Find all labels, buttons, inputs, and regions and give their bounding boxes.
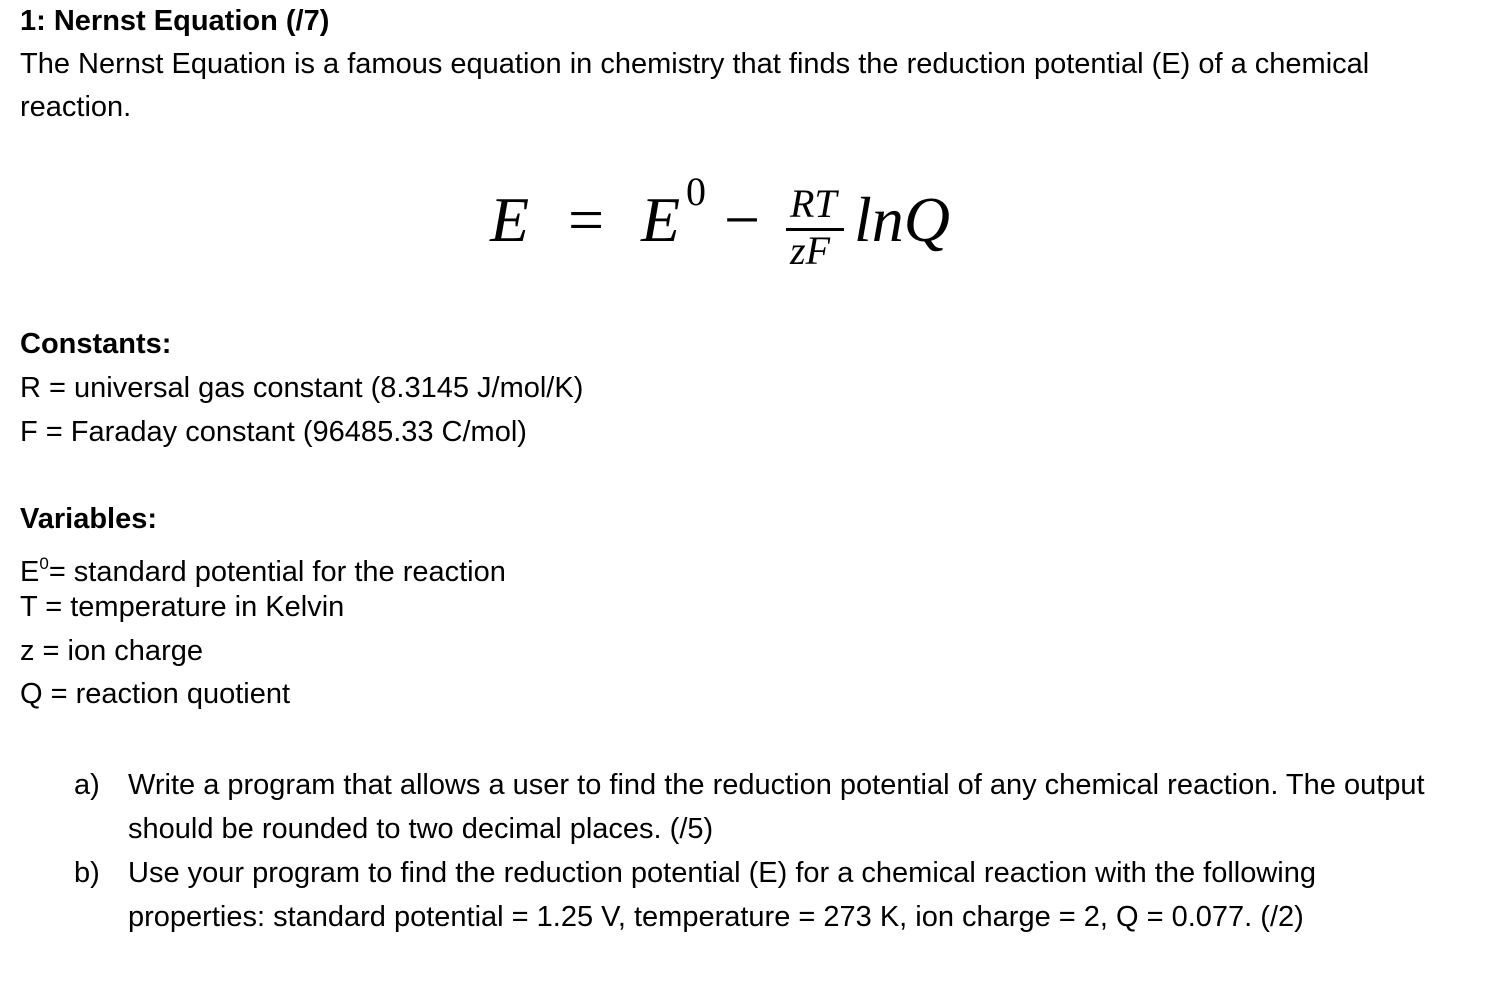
variable-line-q: Q = reaction quotient	[20, 678, 291, 710]
fraction-numerator: RT	[790, 181, 837, 226]
variable-line-z: z = ion charge	[20, 635, 203, 667]
equation-fraction	[784, 180, 848, 273]
equation-lhs: E	[490, 184, 530, 255]
question-item-b	[74, 851, 1474, 939]
equation-superscript-zero: 0	[686, 169, 706, 214]
question-label-a: a)	[74, 769, 100, 801]
variable-e0-symbol: E	[20, 556, 40, 588]
question-item-a	[74, 763, 1474, 851]
question-text-b: Use your program to find the reduction potential (E) for a chemical reaction with the following properties: standard potential = 1.25 V, temperature = 273 K, ion charge = 2, Q = 0.077. (/2)	[128, 857, 1316, 933]
variables-title: Variables:	[20, 503, 158, 535]
nernst-equation	[488, 170, 988, 280]
equation-standard-potential: E	[641, 184, 681, 255]
question-list	[74, 763, 1474, 939]
constant-line-f: F = Faraday constant (96485.33 C/mol)	[20, 416, 527, 448]
equation-equals-sign: =	[568, 184, 605, 255]
question-label-b: b)	[74, 857, 100, 889]
variable-line-e0	[20, 546, 506, 590]
constant-line-r: R = universal gas constant (8.3145 J/mol/K)	[20, 372, 584, 404]
equation-ln-term: lnQ	[854, 184, 950, 255]
variable-e0-description: = standard potential for the reaction	[48, 556, 506, 588]
intro-paragraph: The Nernst Equation is a famous equation in chemistry that finds the reduction potential (E) of a chemical reaction.	[20, 48, 1370, 123]
constants-title: Constants:	[20, 328, 172, 360]
variable-line-t: T = temperature in Kelvin	[20, 591, 345, 623]
fraction-denominator: zF	[790, 228, 830, 273]
variable-e0-superscript: 0	[39, 554, 49, 573]
equation-minus-sign: −	[724, 184, 761, 255]
question-heading: 1: Nernst Equation (/7)	[20, 5, 330, 37]
question-text-a: Write a program that allows a user to find the reduction potential of any chemical reaction. The output should be rounded to two decimal places. (/5)	[128, 769, 1425, 845]
